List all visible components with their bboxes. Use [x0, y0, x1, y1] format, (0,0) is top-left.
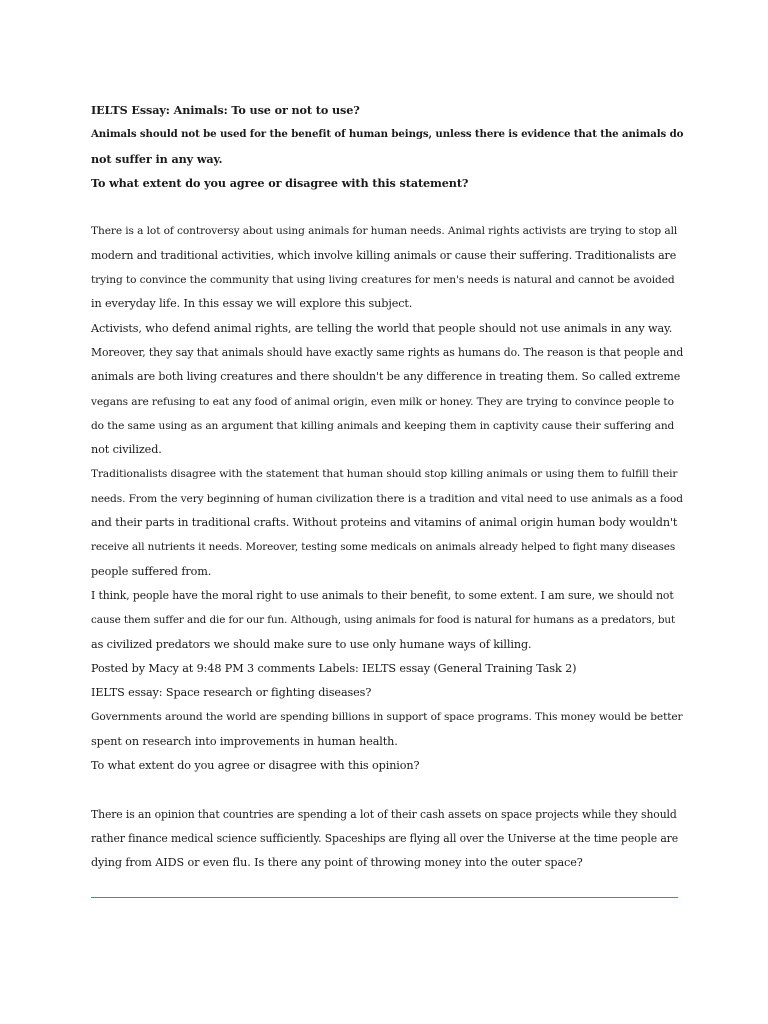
essay1-body-line: trying to convince the community that using living creatures for men's needs is natural and cannot be avoided [91, 274, 675, 287]
essay1-body-line: Moreover, they say that animals should have exactly same rights as humans do. The reason is that people and [91, 345, 684, 359]
essay1-body-line: people suffered from. [91, 564, 212, 578]
essay2-question: To what extent do you agree or disagree with this opinion? [91, 759, 420, 773]
essay1-body-line: Activists, who defend animal rights, are telling the world that people should not use animals in any way. [91, 321, 673, 335]
essay1-prompt-line: not suffer in any way. [91, 151, 223, 166]
essay1-body-line: and their parts in traditional crafts. Without proteins and vitamins of animal origin human body wouldn't [91, 516, 678, 530]
essay1-body-line: Traditionalists disagree with the statement that human should stop killing animals or using them to fulfill their [91, 468, 678, 481]
essay1-body-line: do the same using as an argument that killing animals and keeping them in captivity cause their suffering and [91, 419, 675, 432]
essay1-body-line: not civilized. [91, 443, 162, 457]
essay1-body-line: There is a lot of controversy about using animals for human needs. Animal rights activists are trying to stop all [91, 225, 678, 238]
essay1-body-line: I think, people have the moral right to use animals to their benefit, to some extent. I am sure, we should not [91, 588, 674, 602]
essay2-body-line: rather finance medical science sufficiently. Spaceships are flying all over the Universe at the time people are [91, 831, 679, 845]
essay1-prompt-line: Animals should not be used for the benefit of human beings, unless there is evidence that the animals do [91, 128, 684, 141]
blank-line [91, 778, 681, 802]
blank-line [91, 195, 681, 219]
essay1-title: IELTS Essay: Animals: To use or not to use? [91, 103, 360, 117]
essay1-body-line: needs. From the very beginning of human civilization there is a tradition and vital need to use animals as a food [91, 492, 683, 505]
horizontal-rule [91, 897, 678, 898]
essay2-body-line: There is an opinion that countries are spending a lot of their cash assets on space projects while they should [91, 807, 677, 821]
essay2-body-line: dying from AIDS or even flu. Is there any point of throwing money into the outer space? [91, 856, 583, 870]
essay2-title: IELTS essay: Space research or fighting diseases? [91, 686, 372, 700]
essay1-body-line: modern and traditional activities, which involve killing animals or cause their suffering. Traditionalists are [91, 248, 677, 262]
document-page [91, 98, 684, 876]
essay1-body-line: receive all nutrients it needs. Moreover, testing some medicals on animals already helped to fight many diseases [91, 541, 676, 554]
essay2-prompt-line: spent on research into improvements in human health. [91, 734, 398, 748]
essay1-body-line: in everyday life. In this essay we will explore this subject. [91, 297, 413, 311]
essay1-question: To what extent do you agree or disagree with this statement? [91, 175, 469, 190]
essay1-body-line: animals are both living creatures and there shouldn't be any difference in treating them. So called extreme [91, 370, 681, 384]
essay1-body-line: vegans are refusing to eat any food of animal origin, even milk or honey. They are trying to convince people to [91, 395, 674, 408]
essay2-prompt-line: Governments around the world are spending billions in support of space programs. This money would be better [91, 711, 683, 724]
post-meta-line: Posted by Macy at 9:48 PM 3 comments Labels: IELTS essay (General Training Task 2) [91, 661, 577, 675]
essay1-body-line: cause them suffer and die for our fun. Although, using animals for food is natural for humans as a predators, but [91, 614, 676, 627]
essay1-body-line: as civilized predators we should make sure to use only humane ways of killing. [91, 637, 532, 651]
